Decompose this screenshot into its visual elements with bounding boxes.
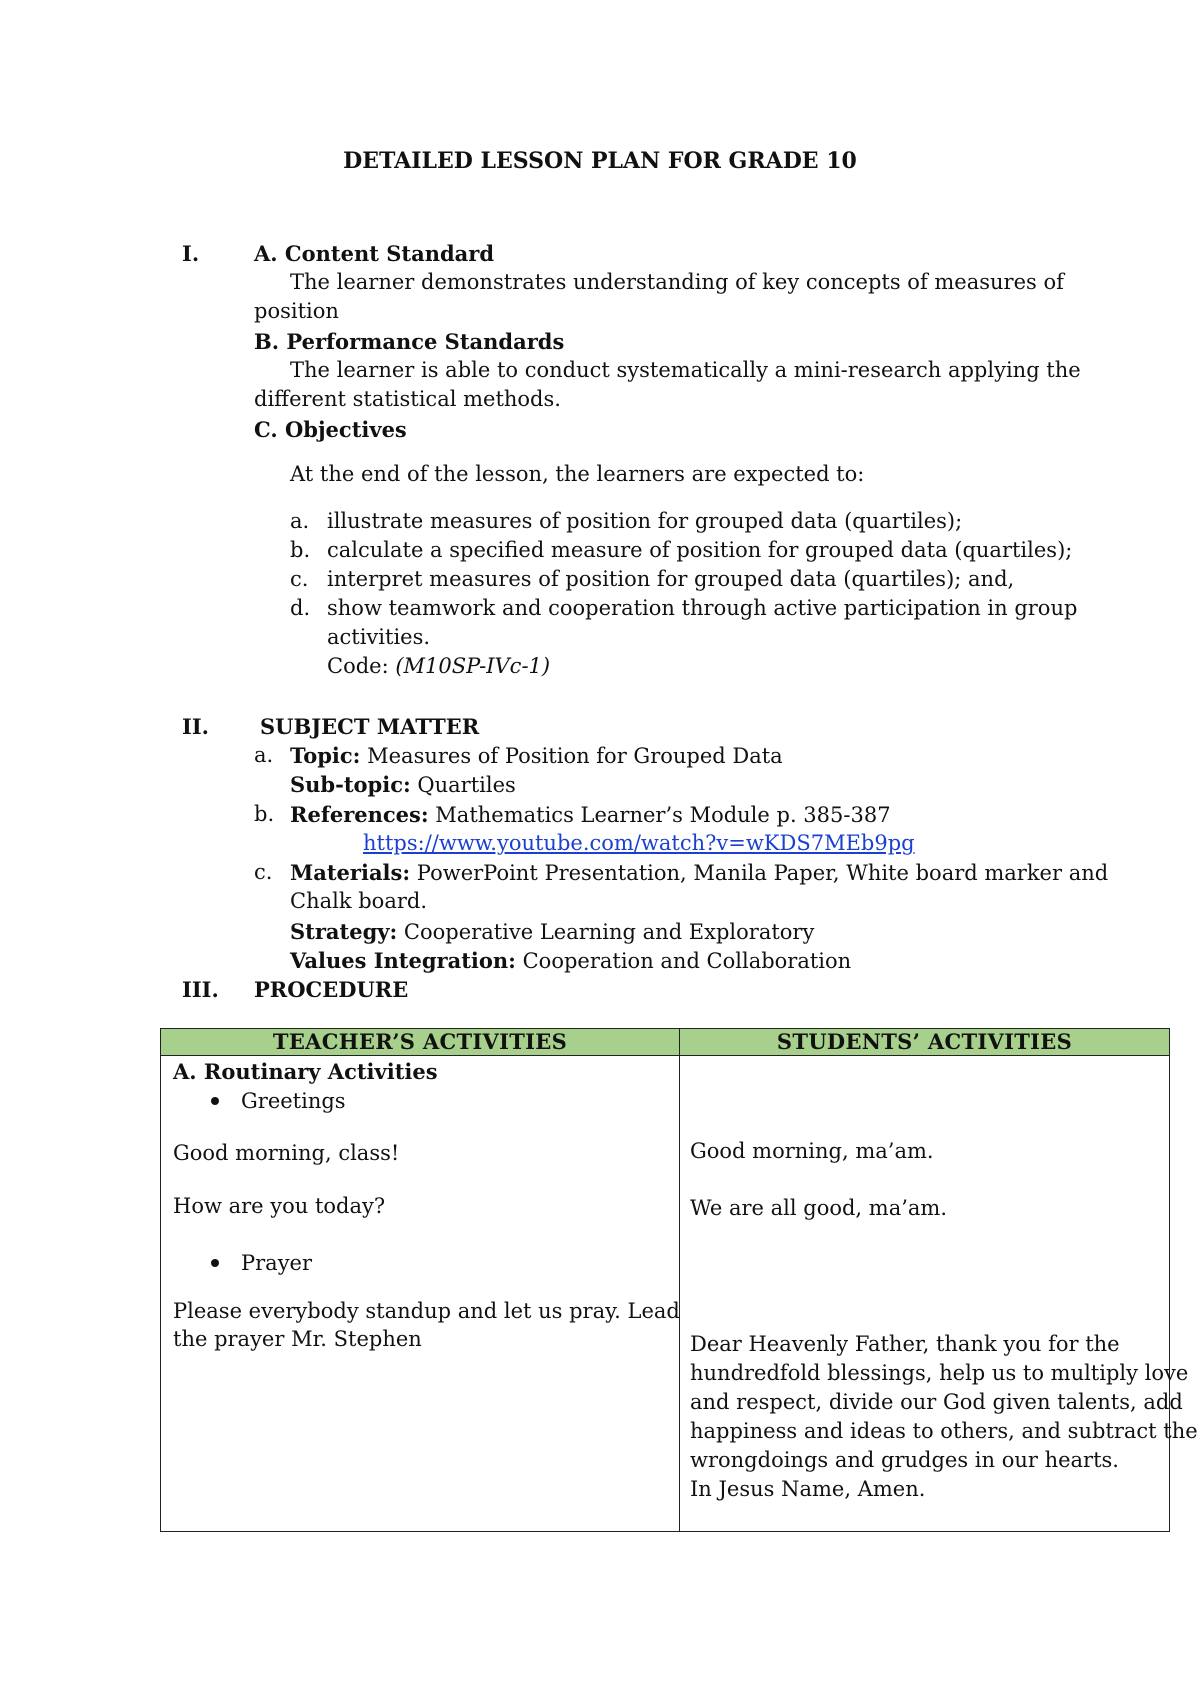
strategy-line	[290, 917, 814, 947]
objective-b-text: calculate a specified measure of position for grouped data (quartiles);	[327, 538, 1073, 562]
routinary-activities-heading: A. Routinary Activities	[173, 1059, 438, 1084]
objectives-heading: C. Objectives	[254, 417, 407, 442]
references-label: References:	[290, 802, 429, 827]
teacher-activities-header: TEACHER’S ACTIVITIES	[161, 1029, 680, 1056]
objective-code-value: (M10SP-IVc-1)	[395, 654, 551, 678]
teacher-prayer-instruction-2: the prayer Mr. Stephen	[173, 1327, 422, 1351]
objectives-intro: At the end of the lesson, the learners are expected to:	[290, 462, 865, 486]
objective-d-text-cont: activities.	[327, 625, 431, 649]
performance-standards-text-1: The learner is able to conduct systematically a mini-research applying the	[290, 358, 1081, 382]
page-title: DETAILED LESSON PLAN FOR GRADE 10	[343, 148, 857, 174]
subject-matter-heading: SUBJECT MATTER	[260, 714, 480, 739]
materials-cont: Chalk board.	[290, 889, 427, 913]
performance-standards-text-2: different statistical methods.	[254, 387, 561, 411]
students-activities-cell	[680, 1056, 1198, 1532]
greetings-bullet-item	[211, 1087, 346, 1116]
materials-line	[290, 858, 1108, 888]
teacher-how-are-you: How are you today?	[173, 1194, 386, 1218]
topic-value: Measures of Position for Grouped Data	[360, 744, 783, 768]
objective-b-marker: b.	[290, 538, 311, 562]
objective-a-marker: a.	[290, 509, 310, 533]
topic-marker: a.	[254, 743, 274, 767]
greetings-label: Greetings	[241, 1089, 346, 1113]
table-row	[161, 1056, 1170, 1532]
performance-standards-heading: B. Performance Standards	[254, 329, 565, 354]
topic-line	[290, 741, 783, 771]
procedure-heading: PROCEDURE	[254, 977, 409, 1002]
teacher-prayer-instruction-1: Please everybody standup and let us pray. Lead	[173, 1299, 680, 1323]
student-prayer-line-3: and respect, divide our God given talents, add	[690, 1390, 1183, 1414]
student-prayer-line-1: Dear Heavenly Father, thank you for the	[690, 1332, 1120, 1356]
section-i-numeral: I.	[182, 241, 200, 266]
content-standard-text-1: The learner demonstrates understanding of key concepts of measures of	[290, 270, 1064, 294]
subtopic-label: Sub-topic:	[290, 772, 411, 797]
strategy-label: Strategy:	[290, 919, 398, 944]
youtube-reference-link[interactable]: https://www.youtube.com/watch?v=wKDS7MEb9pg	[363, 831, 915, 855]
references-marker: b.	[254, 802, 275, 826]
references-line	[290, 800, 891, 830]
student-prayer-line-4: happiness and ideas to others, and subtract the	[690, 1419, 1198, 1443]
content-standard-heading: A. Content Standard	[254, 241, 495, 266]
teacher-activities-cell	[161, 1056, 680, 1532]
values-integration-label: Values Integration:	[290, 948, 516, 973]
procedure-table	[160, 1028, 1198, 1532]
content-standard-text-2: position	[254, 299, 339, 323]
materials-marker: c.	[254, 860, 273, 884]
student-how-response: We are all good, ma’am.	[690, 1196, 948, 1220]
values-integration-line	[290, 946, 851, 976]
section-iii-numeral: III.	[182, 977, 219, 1002]
table-header-row	[161, 1029, 1170, 1056]
values-integration-value: Cooperation and Collaboration	[515, 949, 852, 973]
section-ii-numeral: II.	[182, 714, 209, 739]
student-prayer-line-2: hundredfold blessings, help us to multiply love	[690, 1361, 1189, 1385]
objective-c-text: interpret measures of position for grouped data (quartiles); and,	[327, 567, 1015, 591]
materials-label: Materials:	[290, 860, 411, 885]
materials-value: PowerPoint Presentation, Manila Paper, White board marker and	[410, 861, 1109, 885]
subtopic-line	[290, 770, 516, 800]
objective-code-label: Code:	[327, 654, 396, 678]
references-value: Mathematics Learner’s Module p. 385-387	[428, 803, 891, 827]
objective-code	[327, 652, 550, 681]
objective-d-text: show teamwork and cooperation through active participation in group	[327, 596, 1078, 620]
strategy-value: Cooperative Learning and Exploratory	[397, 920, 815, 944]
prayer-bullet-item	[211, 1249, 312, 1278]
bullet-icon	[211, 1259, 219, 1267]
bullet-icon	[211, 1097, 219, 1105]
topic-label: Topic:	[290, 743, 361, 768]
student-greeting: Good morning, ma’am.	[690, 1139, 934, 1163]
objective-d-marker: d.	[290, 596, 311, 620]
student-prayer-line-5: wrongdoings and grudges in our hearts.	[690, 1448, 1119, 1472]
students-activities-header: STUDENTS’ ACTIVITIES	[680, 1029, 1170, 1056]
objective-c-marker: c.	[290, 567, 309, 591]
prayer-label: Prayer	[241, 1251, 313, 1275]
objective-a-text: illustrate measures of position for grouped data (quartiles);	[327, 509, 963, 533]
student-prayer-line-6: In Jesus Name, Amen.	[690, 1477, 926, 1501]
subtopic-value: Quartiles	[410, 773, 516, 797]
teacher-greeting: Good morning, class!	[173, 1141, 400, 1165]
